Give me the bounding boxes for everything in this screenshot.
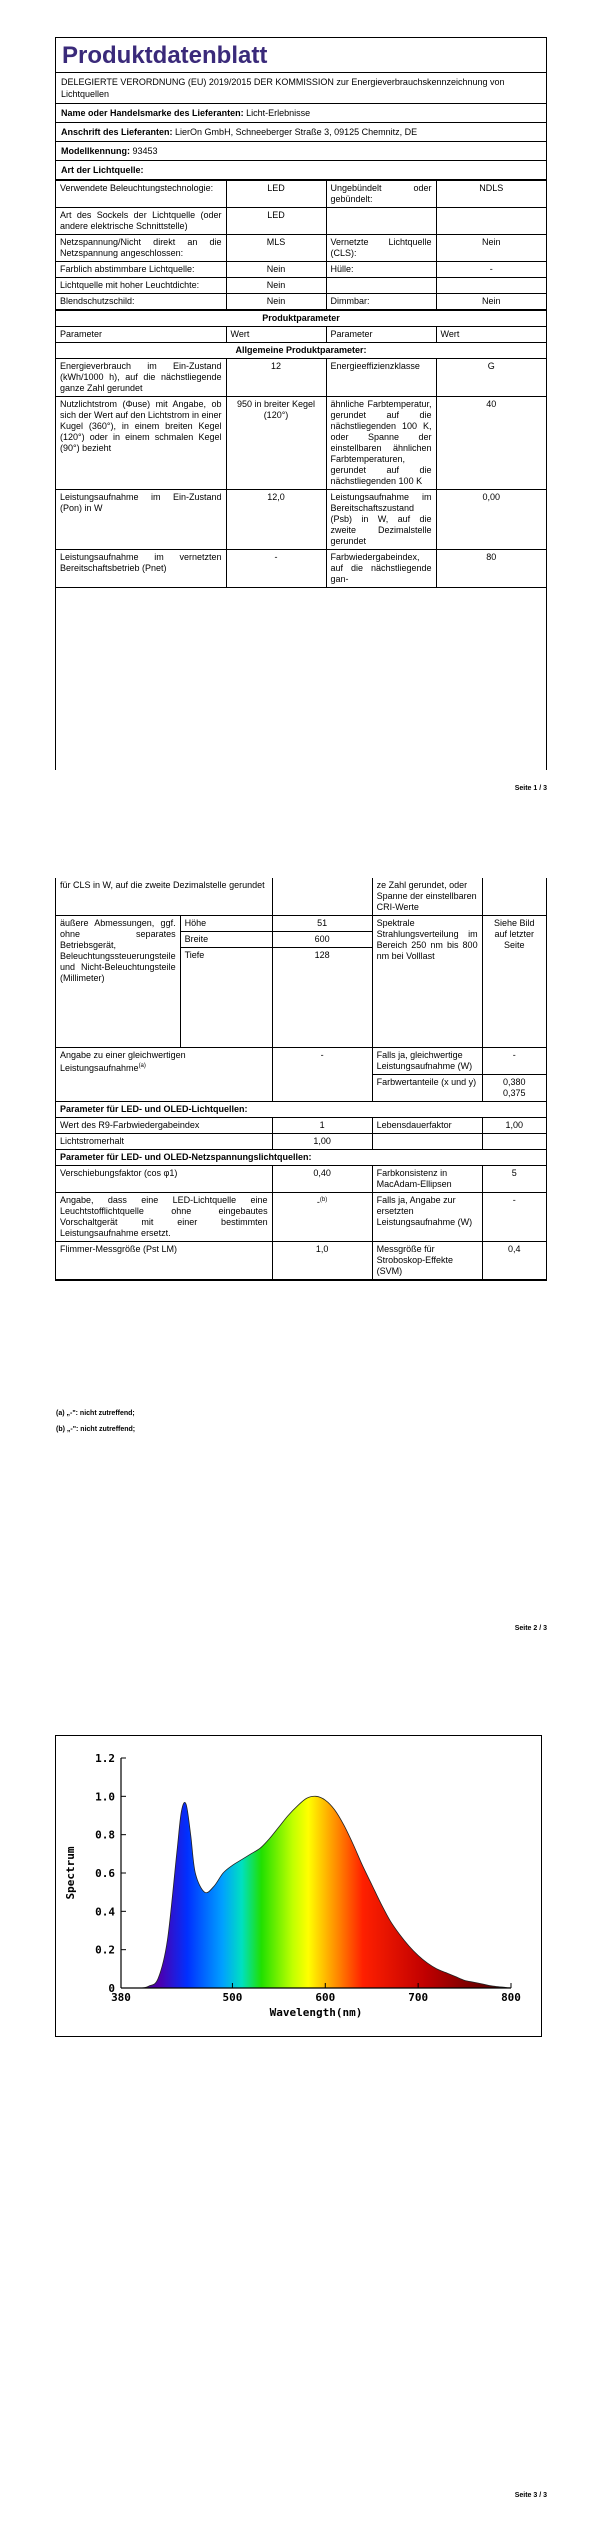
type-cell-v2: NDLS (436, 181, 546, 208)
type-cell-v2 (436, 208, 546, 235)
chroma-y: 0,375 (503, 1088, 526, 1098)
type-row (56, 181, 546, 208)
spectral-label: Spektrale Strahlungsverteilung im Bereich 250 nm bis 800 nm bei Volllast (372, 916, 482, 1048)
param-header: Parameter (56, 327, 226, 343)
type-cell-l2 (326, 278, 436, 294)
mains-params-header: Parameter für LED- und OLED-Netzspannungslichtquellen: (56, 1150, 546, 1166)
general-param-row (56, 490, 546, 550)
spectrum-chart (56, 1736, 541, 2036)
type-cell-l2: Hülle: (326, 262, 436, 278)
general-cell-v1: 12,0 (226, 490, 326, 550)
general-cell-v1: - (226, 550, 326, 588)
product-params-table-cont (56, 878, 546, 1280)
dim-name-width: Breite (180, 932, 272, 948)
equiv-label-cell (56, 1048, 272, 1102)
dim-name-height: Höhe (180, 916, 272, 932)
regulation-text: DELEGIERTE VERORDNUNG (EU) 2019/2015 DER KOMMISSION zur Energieverbrauchskennzeichnung von Lichtquellen (56, 73, 546, 104)
macadam-value: 5 (482, 1166, 546, 1193)
general-param-row (56, 359, 546, 397)
dim-value-depth: 128 (272, 948, 372, 1048)
y-axis-label: Spectrum (64, 1846, 77, 1900)
general-cell-v2: G (436, 359, 546, 397)
type-row (56, 294, 546, 310)
general-cell-l2: Leistungsaufnahme im Bereitschaftszustand (Psb) in W, auf die zweite Dezimalstelle gerundet (326, 490, 436, 550)
model-row (56, 142, 546, 161)
general-param-row (56, 550, 546, 588)
product-params-header: Produktparameter (56, 311, 546, 327)
macadam-label: Farbkonsistenz in MacAdam-Ellipsen (372, 1166, 482, 1193)
supplier-address-label: Anschrift des Lieferanten: (61, 127, 173, 137)
light-type-label: Art der Lichtquelle: (61, 165, 144, 175)
light-type-row (56, 161, 546, 180)
type-cell-v2: - (436, 262, 546, 278)
general-cell-v2: 80 (436, 550, 546, 588)
general-cell-v2: 0,00 (436, 490, 546, 550)
chroma-values (482, 1075, 546, 1102)
life-factor-label: Lebensdauerfaktor (372, 1118, 482, 1134)
type-cell-l2: Vernetzte Lichtquelle (CLS): (326, 235, 436, 262)
supplier-name: Licht-Erlebnisse (246, 108, 311, 118)
life-factor-value: 1,00 (482, 1118, 546, 1134)
general-cell-l2: Farbwiedergabeindex, auf die nächstliegende gan- (326, 550, 436, 588)
type-row (56, 262, 546, 278)
dim-value-height: 51 (272, 916, 372, 932)
maintenance-label: Lichtstromerhalt (56, 1134, 272, 1150)
type-cell-v1: LED (226, 181, 326, 208)
replace-power-label: Falls ja, Angabe zur ersetzten Leistungsaufnahme (W) (372, 1193, 482, 1242)
replace-label: Angabe, dass eine LED-Lichtquelle eine Leuchtstofflichtquelle ohne eingebautes Vorschaltgerät mit einer bestimmten Leistungsaufnahme ersetzt. (60, 1195, 268, 1238)
maintenance-value: 1,00 (272, 1134, 372, 1150)
type-row (56, 208, 546, 235)
general-param-row (56, 397, 546, 490)
flicker-value: 1,0 (272, 1242, 372, 1280)
model-id: 93453 (132, 146, 158, 156)
page-number-2: Seite 2 / 3 (514, 1625, 547, 1632)
type-cell-v2: Nein (436, 235, 546, 262)
general-cell-l1: Energieverbrauch im Ein-Zustand (kWh/1000 h), auf die nächstliegende ganze Zahl gerundet (56, 359, 226, 397)
flicker-label: Flimmer-Messgröße (Pst LM) (56, 1242, 272, 1280)
type-cell-l1: Farblich abstimmbare Lichtquelle: (56, 262, 226, 278)
type-cell-v1: Nein (226, 294, 326, 310)
dim-name-depth: Tiefe (180, 948, 272, 1048)
general-cell-l1: Leistungsaufnahme im vernetzten Bereitschaftsbetrieb (Pnet) (56, 550, 226, 588)
general-cell-l1: Leistungsaufnahme im Ein-Zustand (Pon) in W (56, 490, 226, 550)
replace-value-cell (272, 1193, 372, 1242)
equiv-footnote-ref: (a) (138, 1063, 146, 1069)
x-tick-label: 380 (111, 1991, 131, 2004)
x-tick-label: 600 (315, 1991, 336, 2004)
type-cell-l1: Art des Sockels der Lichtquelle (oder andere elektrische Schnittstelle) (56, 208, 226, 235)
replace-value: - (316, 1197, 320, 1207)
x-tick-label: 700 (408, 1991, 429, 2004)
stroboscopic-value: 0,4 (482, 1242, 546, 1280)
supplier-address-row (56, 123, 546, 142)
page-number-3: Seite 3 / 3 (514, 2492, 547, 2499)
product-params-table (56, 310, 546, 588)
equiv-label: Angabe zu einer gleichwertigen Leistungsaufnahme (60, 1050, 186, 1073)
general-cell-v2: 40 (436, 397, 546, 490)
cont-label-1: für CLS in W, auf die zweite Dezimalstelle gerundet (56, 878, 272, 916)
type-cell-v1: Nein (226, 278, 326, 294)
footnote-b: (b) „-": nicht zutreffend; (56, 1426, 136, 1433)
type-row (56, 235, 546, 262)
y-tick-label: 0.2 (95, 1943, 115, 1957)
model-label: Modellkennung: (61, 146, 130, 156)
cos-phi-value: 0,40 (272, 1166, 372, 1193)
general-cell-l1: Nutzlichtstrom (Φuse) mit Angabe, ob sich der Wert auf den Lichtstrom in einer Kugel (360°), in einem breiten Kegel (120°) oder in einem schmalen Kegel (90°) bezieht (56, 397, 226, 490)
chroma-x: 0,380 (503, 1077, 526, 1087)
r9-value: 1 (272, 1118, 372, 1134)
equiv-value: - (272, 1048, 372, 1102)
type-cell-v1: LED (226, 208, 326, 235)
type-cell-l1: Blendschutzschild: (56, 294, 226, 310)
doc-title: Produktdatenblatt (56, 38, 546, 73)
spectrum-chart-frame (55, 1735, 542, 2037)
type-cell-l2: Dimmbar: (326, 294, 436, 310)
type-cell-l1: Verwendete Beleuchtungstechnologie: (56, 181, 226, 208)
stroboscopic-label: Messgröße für Stroboskop-Effekte (SVM) (372, 1242, 482, 1280)
param-header-2: Parameter (326, 327, 436, 343)
y-tick-label: 0 (108, 1982, 115, 1995)
spectral-value: Siehe Bild auf letzter Seite (482, 916, 546, 1048)
equiv-power-value: - (482, 1048, 546, 1075)
type-cell-l2: Ungebündelt oder gebündelt: (326, 181, 436, 208)
type-cell-v1: Nein (226, 262, 326, 278)
cos-phi-label: Verschiebungsfaktor (cos φ1) (56, 1166, 272, 1193)
datasheet-frame-2 (55, 878, 547, 1281)
r9-label: Wert des R9-Farbwiedergabeindex (56, 1118, 272, 1134)
replace-power-value: - (482, 1193, 546, 1242)
chroma-label: Farbwertanteile (x und y) (372, 1075, 482, 1102)
y-tick-label: 0.6 (95, 1867, 115, 1880)
supplier-name-row (56, 104, 546, 123)
value-header-2: Wert (436, 327, 546, 343)
dims-label: äußere Abmessungen, ggf. ohne separates Betriebsgerät, Beleuchtungssteuerungsteile und Nicht-Beleuchtungsteile (Millimeter) (56, 916, 180, 1048)
equiv-power-label: Falls ja, gleichwertige Leistungsaufnahme (W) (372, 1048, 482, 1075)
y-tick-label: 1.2 (95, 1752, 115, 1765)
footnote-a: (a) „-": nicht zutreffend; (56, 1410, 135, 1417)
y-tick-label: 0.8 (95, 1828, 115, 1842)
y-tick-label: 0.4 (95, 1905, 115, 1919)
type-cell-l2 (326, 208, 436, 235)
x-tick-label: 500 (222, 1991, 243, 2004)
general-cell-v1: 12 (226, 359, 326, 397)
x-axis-label: Wavelength(nm) (269, 2006, 363, 2019)
replace-label-cell (56, 1193, 272, 1242)
type-cell-v2 (436, 278, 546, 294)
type-row (56, 278, 546, 294)
general-cell-l2: Energieeffizienzklasse (326, 359, 436, 397)
page-number-1: Seite 1 / 3 (514, 785, 547, 792)
type-cell-v1: MLS (226, 235, 326, 262)
supplier-address: LierOn GmbH, Schneeberger Straße 3, 09125 Chemnitz, DE (175, 127, 418, 137)
type-cell-l1: Lichtquelle mit hoher Leuchtdichte: (56, 278, 226, 294)
type-cell-l1: Netzspannung/Nicht direkt an die Netzspannung angeschlossen: (56, 235, 226, 262)
cont-label-2: ze Zahl gerundet, oder Spanne der einstellbaren CRI-Werte (372, 878, 482, 916)
datasheet-frame-1 (55, 37, 547, 770)
dim-value-width: 600 (272, 932, 372, 948)
general-cell-v1: 950 in breiter Kegel (120°) (226, 397, 326, 490)
replace-footnote-ref: (b) (319, 1197, 328, 1203)
general-cell-l2: ähnliche Farbtemperatur, gerundet auf die nächstliegenden 100 K, oder Spanne der einstellbaren ähnlichen Farbtemperaturen, gerundet auf die nächstliegenden 100 K (326, 397, 436, 490)
led-params-header: Parameter für LED- und OLED-Lichtquellen: (56, 1102, 546, 1118)
y-tick-label: 1.0 (95, 1790, 115, 1804)
x-tick-label: 800 (501, 1991, 521, 2004)
type-table (56, 180, 546, 310)
general-params-header: Allgemeine Produktparameter: (56, 343, 546, 359)
supplier-name-label: Name oder Handelsmarke des Lieferanten: (61, 108, 244, 118)
type-cell-v2: Nein (436, 294, 546, 310)
value-header: Wert (226, 327, 326, 343)
